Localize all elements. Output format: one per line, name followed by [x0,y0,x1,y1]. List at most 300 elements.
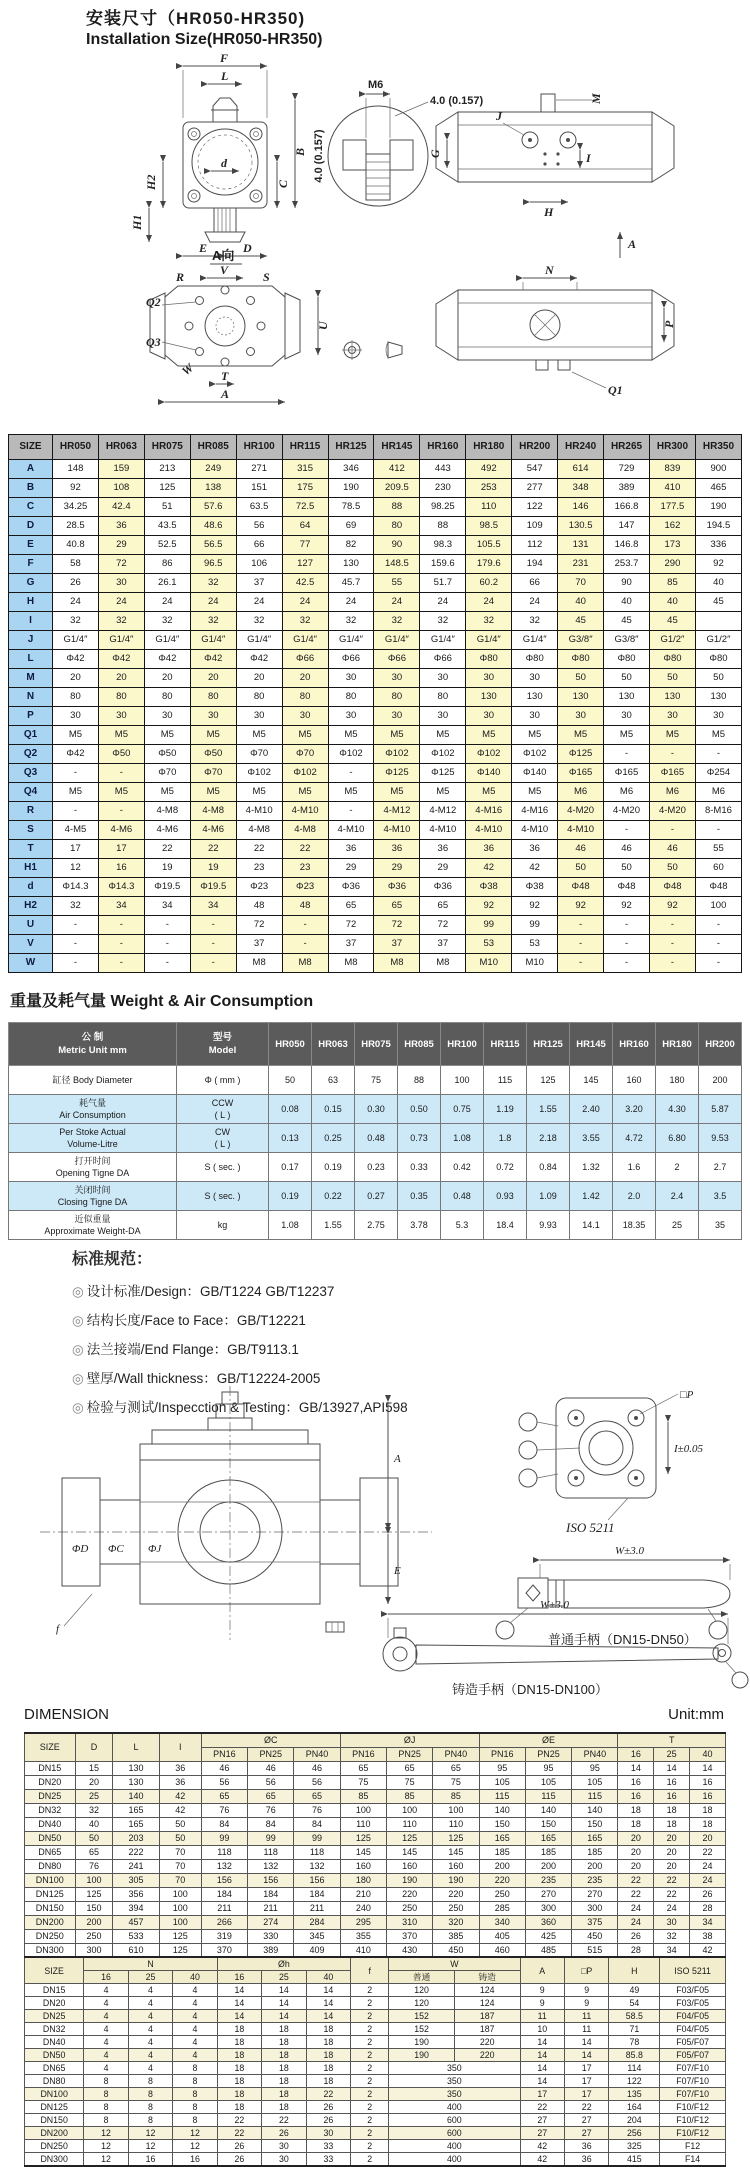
install-value: 30 [190,707,236,726]
dim-value: 185 [525,1846,571,1860]
model-col-header: HR200 [512,435,558,460]
dim-value: 42 [159,1804,201,1818]
n-value: 4 [173,2023,217,2036]
install-value: 29 [420,859,466,878]
install-value: 162 [649,517,695,536]
dim-value: 105 [572,1776,618,1790]
col-sub-header: 普通 [389,1971,455,1984]
install-value: Φ80 [649,650,695,669]
model-col-header: HR160 [613,1023,656,1066]
weight-row-label: 缸径 Body Diameter [9,1066,177,1095]
install-value: 4-M5 [53,821,99,840]
weight-value: 50 [269,1066,312,1095]
dim-value: 14 [654,1762,690,1776]
install-value: 24 [512,593,558,612]
n-value: 8 [84,2075,128,2088]
col-sub-header: PN40 [433,1748,479,1762]
install-value: M5 [144,726,190,745]
col-sub-header: PN40 [572,1748,618,1762]
install-value: 85 [649,574,695,593]
dim-value: 156 [294,1874,340,1888]
bolt-pattern-table [24,1956,726,2167]
hole-value: 14 [217,1997,261,2010]
install-value: 45 [695,593,741,612]
dim-value: 185 [572,1846,618,1860]
install-value: - [558,954,604,973]
dim-value: 450 [572,1930,618,1944]
bullet-icon: ◎ [72,1284,84,1299]
n-value: 4 [128,1984,172,1997]
install-value: 80 [98,688,144,707]
install-value: M8 [420,954,466,973]
p-value: 27 [564,2127,608,2140]
size-cell: DN20 [25,1776,76,1790]
dim-label-H: H [544,205,554,219]
install-value: 30 [374,707,420,726]
dim-label-A2: A [221,387,230,401]
size-cell: DN80 [25,1860,76,1874]
install-value: 131 [558,536,604,555]
install-value: 4-M10 [466,821,512,840]
table-row [25,2140,726,2153]
weight-value: 88 [398,1066,441,1095]
install-value: 60.2 [466,574,512,593]
weight-value: 14.1 [570,1211,613,1240]
install-value: 92 [695,555,741,574]
table-row [25,2114,726,2127]
install-value: 109 [512,517,558,536]
dim-value: 220 [433,1888,479,1902]
install-value: 40 [604,593,650,612]
weight-value: 0.19 [269,1182,312,1211]
dim-value: 184 [201,1888,247,1902]
install-value: M5 [98,783,144,802]
model-col-header: HR085 [398,1023,441,1066]
weight-value: 4.72 [613,1124,656,1153]
dim-value: 370 [201,1944,247,1959]
handle-cast-view [326,1599,748,1697]
dim-value: 65 [201,1790,247,1804]
install-value: - [695,935,741,954]
hole-value: 26 [217,2140,261,2153]
install-value: 52.5 [144,536,190,555]
table-row [25,2010,726,2023]
dim-value: 28 [690,1902,726,1916]
f-value: 2 [351,1997,389,2010]
n-value: 12 [173,2127,217,2140]
dim-value: 460 [479,1944,525,1959]
install-value: Φ125 [558,745,604,764]
table-row [25,2101,726,2114]
install-value: 32 [466,612,512,631]
install-value: 50 [558,859,604,878]
install-value: 24 [53,593,99,612]
weight-value: 0.25 [312,1124,355,1153]
size-cell: DN25 [25,1790,76,1804]
install-value: - [53,802,99,821]
handle2-caption: 铸造手柄（DN15-DN100） [452,1682,609,1697]
hole-value: 26 [306,2114,350,2127]
dim-value: 385 [433,1930,479,1944]
dim-value: 40 [75,1818,113,1832]
iso-value: F07/F10 [660,2062,726,2075]
n-value: 4 [128,2062,172,2075]
install-value: 24 [328,593,374,612]
iso-value: F05/F07 [660,2036,726,2049]
install-value: 24 [420,593,466,612]
table-row [9,840,742,859]
table-row [25,2088,726,2101]
bottom-table-body [25,1984,726,2167]
install-value: 42 [512,859,558,878]
install-value: 4-M10 [420,821,466,840]
install-value: G1/4″ [420,631,466,650]
install-value: 4-M8 [236,821,282,840]
model-col-header: HR240 [558,435,604,460]
dim-value: 300 [75,1944,113,1959]
install-value: 253 [466,479,512,498]
dim-label-valve-f: f [56,1623,60,1635]
p-value: 9 [564,1984,608,1997]
w-value: 152 [389,2010,455,2023]
dim-value: 70 [159,1846,201,1860]
model-col-header: HR145 [570,1023,613,1066]
dim-value: 184 [248,1888,294,1902]
install-value: Φ36 [328,878,374,897]
table-row [9,612,742,631]
table-row [9,821,742,840]
install-row-label: B [9,479,53,498]
n-value: 12 [128,2127,172,2140]
weight-value: 75 [355,1066,398,1095]
dim-value: 394 [113,1902,159,1916]
install-value: 29 [374,859,420,878]
col-sub-header: 16 [618,1748,654,1762]
dim-value: 16 [654,1790,690,1804]
side-view [428,93,674,258]
install-row-label: P [9,707,53,726]
install-value: 130 [466,688,512,707]
dim-value: 22 [654,1888,690,1902]
weight-row-unit: CCW ( L ) [177,1095,269,1124]
install-value: 4-M12 [374,802,420,821]
weight-value: 3.78 [398,1211,441,1240]
w-value: 120 [389,1984,455,1997]
hole-value: 22 [217,2127,261,2140]
hole-value: 18 [217,2023,261,2036]
install-value: - [53,916,99,935]
weight-value: 5.87 [699,1095,742,1124]
hole-value: 18 [306,2049,350,2062]
weight-row-label: 关闭时间 Closing Tigne DA [9,1182,177,1211]
w-value: 187 [454,2010,520,2023]
install-value: Φ48 [604,878,650,897]
col-sub-header: PN16 [201,1748,247,1762]
install-value: 32 [190,612,236,631]
weight-value: 1.42 [570,1182,613,1211]
install-value: 130 [328,555,374,574]
hole-value: 14 [306,1997,350,2010]
p-value: 17 [564,2062,608,2075]
install-value: 48 [282,897,328,916]
dim-value: 42 [690,1944,726,1959]
install-value: Φ66 [282,650,328,669]
install-value: 64 [282,517,328,536]
dim-value: 533 [113,1930,159,1944]
bullet-icon: ◎ [72,1342,84,1357]
dim-label-4-0-h: 4.0 (0.157) [430,95,484,107]
dim-value: 110 [340,1818,386,1832]
table-row [9,764,742,783]
install-value: 30 [98,707,144,726]
size-cell: DN300 [25,2153,84,2167]
table-head [25,1957,726,1984]
dim-value: 26 [618,1930,654,1944]
model-col-header: HR063 [312,1023,355,1066]
w-value: 187 [454,2023,520,2036]
install-value: 86 [144,555,190,574]
n-value: 4 [128,2023,172,2036]
install-value: 37 [236,574,282,593]
install-value: 24 [144,593,190,612]
col-sub-header: PN16 [340,1748,386,1762]
install-value: M5 [374,783,420,802]
install-value: Φ70 [236,745,282,764]
install-value: 99 [512,916,558,935]
weight-value: 35 [699,1211,742,1240]
weight-value: 0.48 [441,1182,484,1211]
weight-row-label: 耗气量 Air Consumption [9,1095,177,1124]
hole-value: 18 [306,2062,350,2075]
table-row [9,1211,742,1240]
install-value: 26 [53,574,99,593]
install-row-label: Q1 [9,726,53,745]
dim-value: 16 [690,1790,726,1804]
dim-value: 95 [572,1762,618,1776]
install-value: G1/4″ [53,631,99,650]
install-value: 20 [282,669,328,688]
install-value: Φ42 [53,650,99,669]
dim-value: 65 [433,1762,479,1776]
hole-value: 14 [217,2010,261,2023]
valve-section-view [40,1386,432,1640]
install-row-label: N [9,688,53,707]
n-value: 4 [173,2036,217,2049]
dim-value: 375 [572,1916,618,1930]
n-value: 12 [84,2127,128,2140]
w-value: 220 [454,2049,520,2062]
install-value: 23 [282,859,328,878]
install-value: 4-M10 [236,802,282,821]
install-value: 112 [512,536,558,555]
a-value: 14 [520,2075,564,2088]
install-value: 69 [328,517,374,536]
iso-value: F14 [660,2153,726,2167]
weight-value: 145 [570,1066,613,1095]
install-value: 30 [328,707,374,726]
dim-label-phi-j: ΦJ [148,1543,162,1555]
a-value: 14 [520,2062,564,2075]
n-value: 8 [173,2101,217,2114]
install-row-label: Q4 [9,783,53,802]
weight-row-unit: Φ ( mm ) [177,1066,269,1095]
col-sub-header: PN16 [479,1748,525,1762]
dim-value: 100 [433,1804,479,1818]
install-row-label: H2 [9,897,53,916]
model-col-header: HR265 [604,435,650,460]
install-value: M5 [236,783,282,802]
table-row [9,1095,742,1124]
dim-value: 75 [433,1776,479,1790]
dim-value: 14 [690,1762,726,1776]
dim-value: 110 [433,1818,479,1832]
table-row [9,935,742,954]
table-row [9,1153,742,1182]
table-row [25,1902,726,1916]
size-col-header: SIZE [9,435,53,460]
dim-value: 22 [618,1888,654,1902]
size-cell: DN125 [25,1888,76,1902]
dim-value: 190 [386,1874,432,1888]
install-value: Φ38 [512,878,558,897]
table-row [9,593,742,612]
install-value: 92 [649,897,695,916]
n-value: 8 [173,2075,217,2088]
install-value: M5 [420,726,466,745]
w-value: 220 [454,2036,520,2049]
a-value: 42 [520,2140,564,2153]
install-row-label: D [9,517,53,536]
dim-value: 28 [618,1944,654,1959]
dim-value: 84 [248,1818,294,1832]
install-value: 92 [558,897,604,916]
dim-value: 75 [340,1776,386,1790]
weight-value: 18.35 [613,1211,656,1240]
table-row [25,1888,726,1902]
table-row [9,555,742,574]
weight-value: 2 [656,1153,699,1182]
dim-value: 250 [75,1930,113,1944]
install-value: 32 [144,612,190,631]
hole-value: 26 [217,2153,261,2167]
size-cell: DN50 [25,1832,76,1846]
h-value: 85.8 [609,2049,660,2062]
install-row-label: R [9,802,53,821]
col-group-header: T [618,1733,726,1748]
dim-label-C: C [276,179,290,188]
install-value: 24 [190,593,236,612]
iso-value: F07/F10 [660,2088,726,2101]
iso-value: F04/F05 [660,2023,726,2036]
n-value: 4 [128,2036,172,2049]
dim-value: 20 [654,1860,690,1874]
install-value: 4-M10 [558,821,604,840]
p-value: 36 [564,2153,608,2167]
install-value: Φ38 [466,878,512,897]
table-row [25,2153,726,2167]
w-value: 190 [389,2036,455,2049]
weight-value: 180 [656,1066,699,1095]
table-row [25,2023,726,2036]
model-col-header: HR063 [98,435,144,460]
a-value: 27 [520,2114,564,2127]
dim-value: 99 [248,1832,294,1846]
dim-value: 389 [248,1944,294,1959]
install-value: - [695,745,741,764]
install-value: Φ48 [558,878,604,897]
col-group-header: ØE [479,1733,618,1748]
install-value: 4-M10 [374,821,420,840]
install-value: Φ48 [695,878,741,897]
model-col-header: HR125 [527,1023,570,1066]
weight-value: 1.55 [312,1211,355,1240]
dim-value: 95 [479,1762,525,1776]
weight-value: 2.4 [656,1182,699,1211]
h-value: 415 [609,2153,660,2167]
dim-value: 185 [479,1846,525,1860]
n-value: 16 [128,2153,172,2167]
install-value: 20 [236,669,282,688]
install-value: 4-M10 [282,802,328,821]
weight-section-title: 重量及耗气量 Weight & Air Consumption [10,993,314,1010]
size-cell: DN100 [25,1874,76,1888]
iso-5211-label: ISO 5211 [566,1520,615,1535]
install-value: 209.5 [374,479,420,498]
install-value: 56.5 [190,536,236,555]
weight-value: 25 [656,1211,699,1240]
install-value: 30 [236,707,282,726]
dim-label-W: W [178,360,197,379]
weight-value: 9.53 [699,1124,742,1153]
install-value: 55 [695,840,741,859]
p-value: 9 [564,1997,608,2010]
weight-value: 1.08 [269,1211,312,1240]
p-value: 22 [564,2101,608,2114]
n-value: 4 [128,2049,172,2062]
weight-value: 18.4 [484,1211,527,1240]
install-value: M5 [466,726,512,745]
dim-value: 20 [690,1832,726,1846]
model-col-header: HR050 [53,435,99,460]
table-row [9,1066,742,1095]
dim-value: 457 [113,1916,159,1930]
install-value: 177.5 [649,498,695,517]
weight-value: 6.80 [656,1124,699,1153]
install-value: 24 [236,593,282,612]
f-value: 2 [351,2049,389,2062]
dim-value: 46 [248,1762,294,1776]
w-value: 350 [389,2062,520,2075]
install-row-label: E [9,536,53,555]
col-sub-header: 40 [306,1971,350,1984]
weight-value: 115 [484,1066,527,1095]
weight-value: 1.09 [527,1182,570,1211]
a-value: 14 [520,2049,564,2062]
dim-value: 30 [654,1916,690,1930]
install-row-label: H [9,593,53,612]
install-value: 130.5 [558,517,604,536]
f-value: 2 [351,2088,389,2101]
n-value: 4 [84,2010,128,2023]
dim-value: 200 [479,1860,525,1874]
install-value: 4-M10 [328,821,374,840]
dim-label-J: J [496,109,502,123]
dim-value: 34 [690,1916,726,1930]
install-value: 50 [649,669,695,688]
dim-value: 50 [75,1832,113,1846]
install-value: M8 [328,954,374,973]
install-value: Φ42 [98,650,144,669]
